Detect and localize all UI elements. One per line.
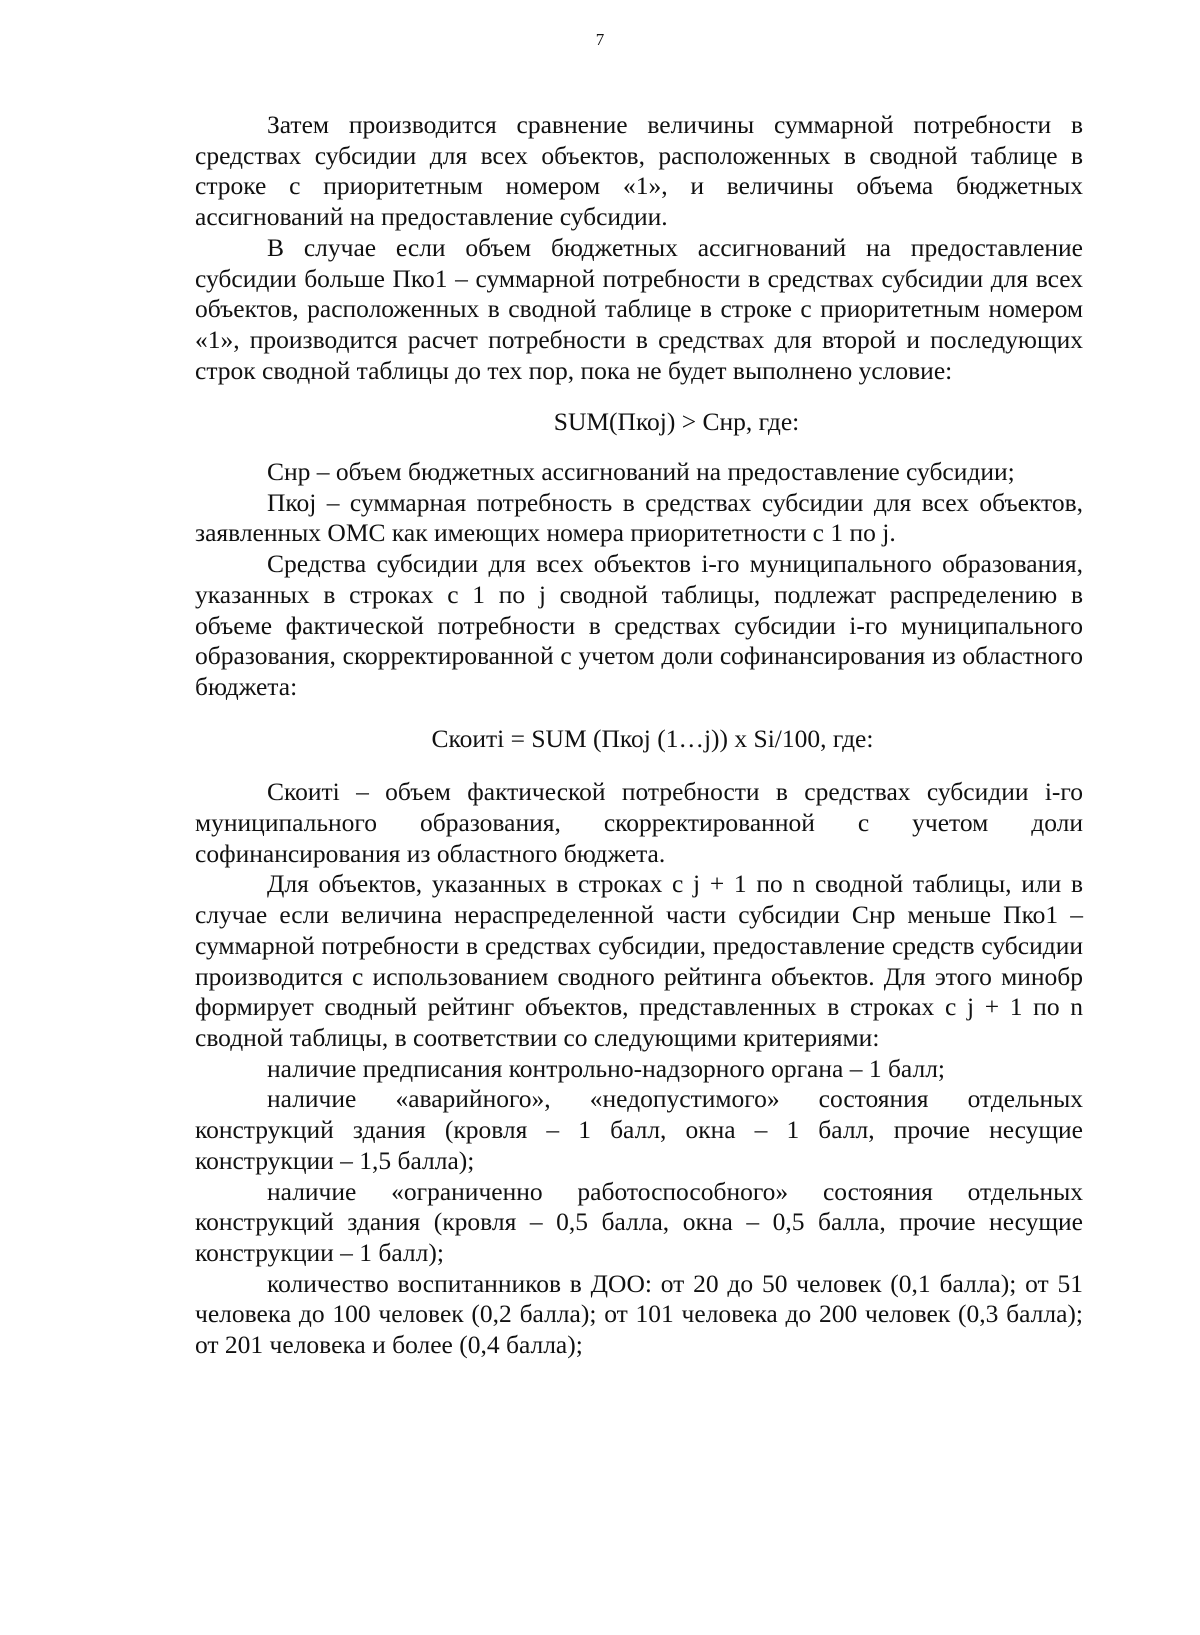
criterion-inspection-order: наличие предписания контрольно-надзорного органа – 1 балл; — [267, 1053, 946, 1083]
paragraph-rating: Для объектов, указанных в строках с j + 1 по n сводной таблицы, или в случае если величина нераспределенной части субсидии Снр меньше Пко1 – суммарной потребности в средствах субсидии, предоставление средств субсидии производится с использованием сводного рейтинга объектов. Для этого минобр формирует сводный рейтинг объектов, представленных в строках с j + 1 по n сводной таблицы, в соответствии со следующими критериями: — [195, 869, 1083, 1052]
formula-sum-condition: SUM(Пкоj) > Снр, где: — [553, 407, 800, 437]
definition-snr: Снр – объем бюджетных ассигнований на предоставление субсидии; — [267, 457, 1015, 487]
paragraph-comparison: Затем производится сравнение величины суммарной потребности в средствах субсидии для всех объектов, расположенных в сводной таблице в строке с приоритетным номером «1», и величины объема бюджетных ассигнований на предоставление субсидии. — [195, 110, 1083, 232]
criterion-limited-state: наличие «ограниченно работоспособного» состояния отдельных конструкций здания (кровля – 0,5 балла, окна – 0,5 балла, прочие несущие конструкции – 1 балл); — [195, 1176, 1083, 1267]
document-body — [195, 110, 1083, 1361]
paragraph-distribution: Средства субсидии для всех объектов i-го муниципального образования, указанных в строках с 1 по j сводной таблицы, подлежат распределению в объеме фактической потребности в средствах субсидии i-го муниципального образования, скорректированной с учетом доли софинансирования из областного бюджета: — [195, 549, 1083, 701]
criterion-pupil-count: количество воспитанников в ДОО: от 20 до 50 человек (0,1 балла); от 51 человека до 100 человек (0,2 балла); от 101 человека до 200 человек (0,3 балла); от 201 человека и более (0,4 балла); — [195, 1268, 1083, 1360]
definition-skoiti: Скоитi – объем фактической потребности в средствах субсидии i-го муниципального образования, скорректированной с учетом доли софинансирования из областного бюджета. — [195, 777, 1083, 868]
page-number: 7 — [595, 30, 605, 49]
criterion-emergency-state: наличие «аварийного», «недопустимого» состояния отдельных конструкций здания (кровля – 1 балл, окна – 1 балл, прочие несущие конструкции – 1,5 балла); — [195, 1084, 1083, 1175]
definition-pkoj: Пкоj – суммарная потребность в средствах субсидии для всех объектов, заявленных ОМС как имеющих номера приоритетности с 1 по j. — [195, 487, 1083, 548]
paragraph-budget-condition: В случае если объем бюджетных ассигнований на предоставление субсидии больше Пко1 – суммарной потребности в средствах субсидии для всех объектов, расположенных в сводной таблице в строке с приоритетным номером «1», производится расчет потребности в средствах для второй и последующих строк сводной таблицы до тех пор, пока не будет выполнено условие: — [195, 232, 1083, 385]
formula-skoiti: Скоитi = SUM (Пкоj (1…j)) х Si/100, где: — [431, 723, 874, 753]
